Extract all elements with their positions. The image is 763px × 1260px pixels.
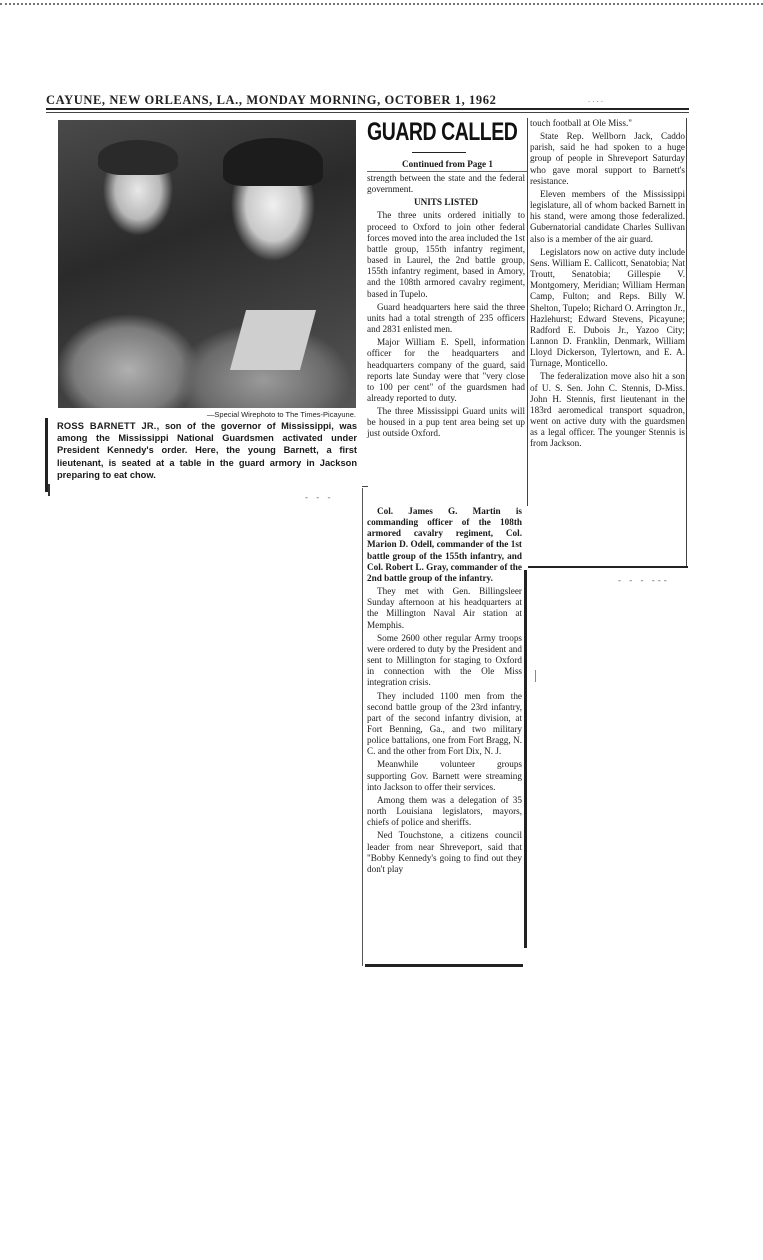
paragraph: They included 1100 men from the second battle group of the 23rd infantry, part of the second infantry division, at Fort Benning, Ga., and two military police battalions, one from Fort Bragg, N. C. and the other from Fort Dix, N. J.	[367, 690, 522, 757]
article-end-rule	[365, 964, 523, 967]
paragraph: The three units ordered initially to proceed to Oxford to join other federal forces moved into the area included the 1st battle group, 155th infantry regiment, based in Laurel, the 2nd battle group, 155th infantry regiment, based in Amory, and the 108th armored cavalry regiment, based in Tupelo.	[367, 210, 525, 299]
paragraph: Among them was a delegation of 35 north Louisiana legislators, mayors, chiefs of police and sheriffs.	[367, 794, 522, 828]
headline-rule	[412, 152, 466, 153]
paragraph: Some 2600 other regular Army troops were ordered to duty by the President and sent to Millington for staging to Oxford in connection with the Ole Miss integration crisis.	[367, 632, 522, 688]
column-divider	[362, 488, 363, 966]
rule-tick	[362, 486, 368, 487]
paragraph: State Rep. Wellborn Jack, Caddo parish, said he had spoken to a huge group of people in Shreveport Saturday who gave moral support to Barnett's resistance.	[530, 131, 685, 186]
caption-lead: ROSS BARNETT JR.,	[57, 421, 160, 431]
photo-figure-left	[98, 140, 178, 175]
caption-body: son of the governor of Mississippi, was among the Mississippi National Guardsmen activated under President Kennedy's order. Here, the young Barnett, a first lieutenant, is seated at a table in the guard armory in Jackson preparing to eat chow.	[57, 421, 357, 480]
column-divider	[527, 118, 528, 506]
paragraph-bold: Col. James G. Martin is commanding officer of the 108th armored cavalry regiment, Col. Marion D. Odell, commander of the 1st battle group of the 155th infantry, and Col. Robert L. Gray, commander of the 2nd battle group of the infantry.	[367, 506, 522, 583]
photo-figure-right	[223, 138, 323, 186]
paragraph: Major William E. Spell, information officer for the headquarters and headquarters company of the guard, said reports late Sunday were that "very close to 100 per cent" of the guardsmen had already reported to duty.	[367, 337, 525, 403]
continued-line: Continued from Page 1	[402, 159, 493, 169]
article-column-2-upper	[367, 173, 525, 440]
paragraph: Meanwhile volunteer groups supporting Gov. Barnett were streaming into Jackson to offer their services.	[367, 759, 522, 792]
masthead-rule	[46, 108, 689, 110]
masthead: CAYUNE, NEW ORLEANS, LA., MONDAY MORNING, OCTOBER 1, 1962	[46, 93, 497, 107]
paragraph: strength between the state and the federal government.	[367, 173, 525, 195]
caption-bar	[45, 418, 48, 492]
wirephoto	[58, 120, 356, 408]
photo-caption	[57, 420, 357, 481]
photo-collar	[230, 310, 316, 370]
caption-mark	[48, 484, 50, 496]
column-top-rule	[367, 171, 527, 172]
column-divider	[524, 570, 527, 948]
headline: GUARD CALLED	[367, 118, 518, 146]
paragraph: The three Mississippi Guard units will be housed in a pup tent area being set up just outside Oxford.	[367, 406, 525, 439]
column-divider	[686, 118, 687, 568]
masthead-dots: ....	[588, 94, 605, 104]
paragraph: Guard headquarters here said the three units had a total strength of 235 officers and 2831 enlisted men.	[367, 301, 525, 335]
top-dotted-border	[0, 3, 763, 5]
masthead-rule-thin	[46, 112, 689, 113]
paragraph: They met with Gen. Billingsleer Sunday afternoon at his headquarters at the Millington Naval Air station at Memphis.	[367, 586, 522, 630]
paragraph: touch football at Ole Miss."	[530, 118, 632, 128]
separator-dashes-right: - - - ---	[618, 575, 670, 585]
margin-mark	[535, 670, 536, 682]
photo-credit: —Special Wirephoto to The Times-Picayune.	[206, 410, 356, 419]
paragraph: Ned Touchstone, a citizens council leader from near Shreveport, said that "Bobby Kennedy's going to find out they don't play	[367, 830, 522, 874]
paragraph: The federalization move also hit a son of U. S. Sen. John C. Stennis, D-Miss. John H. Stennis, first lieutenant in the 183rd aeromedical transport squadron, went on active duty with the guardsmen as a legal officer. The younger Stennis is from Jackson.	[530, 371, 685, 449]
column-end-rule	[528, 566, 688, 568]
article-column-2-lower	[367, 504, 522, 875]
subhead: UNITS LISTED	[413, 197, 479, 208]
article-column-3	[530, 118, 685, 450]
paragraph: Legislators now on active duty include Sens. William E. Callicott, Senatobia; Nat Troutt, Senatobia; Gillespie V. Montgomery, Meridian; William Herman Camp, Fulton; and Reps. Billy W. Shelton, Tupelo; Richard O. Arrington Jr., Hazlehurst; Edward Stevens, Picayune; Radford E. Dubois Jr., Yazoo City; Lannon D. Franklin, Denmark, William Lloyd Dickerson, Tylertown, and E. A. Turnage, Monticello.	[530, 246, 685, 369]
separator-dashes-left: - - -	[305, 492, 334, 502]
paragraph: Eleven members of the Mississippi legislature, all of whom backed Barnett in his stand, were among those federalized. Gubernatorial candidate Charles Sullivan also is a member of the air guard.	[530, 188, 685, 244]
